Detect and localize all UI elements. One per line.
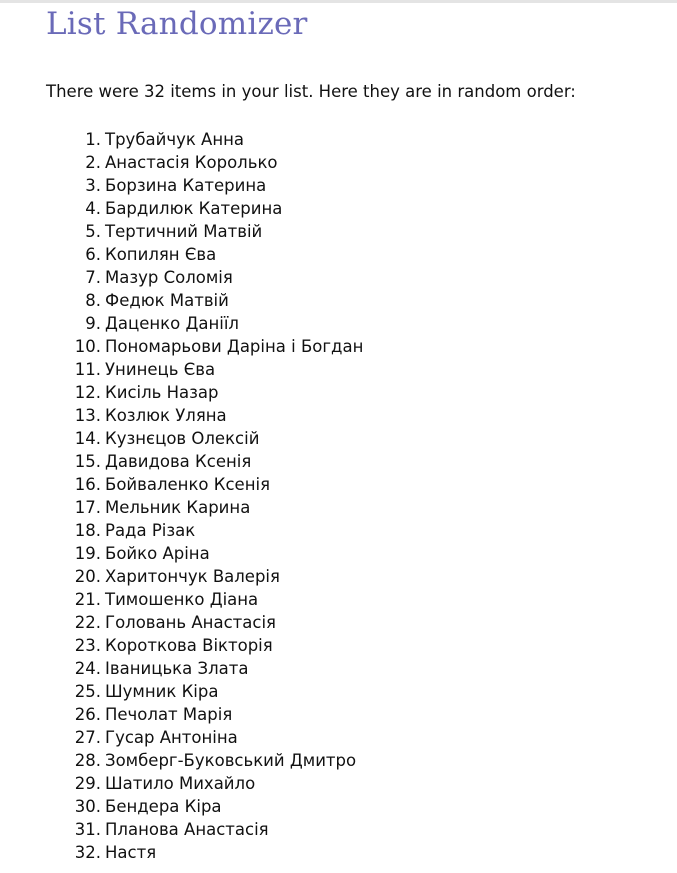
item-name: Рада Різак <box>105 521 196 540</box>
list-item <box>46 358 363 381</box>
item-number: 23. <box>74 636 101 655</box>
list-item <box>46 703 363 726</box>
item-number: 18. <box>74 521 101 540</box>
list-item <box>46 818 363 841</box>
item-name: Настя <box>105 843 157 862</box>
item-name: Мельник Карина <box>105 498 251 517</box>
item-name: Унинець Єва <box>105 360 216 379</box>
item-name: Федюк Матвій <box>105 291 229 310</box>
list-item <box>46 404 363 427</box>
item-number: 10. <box>74 337 101 356</box>
item-name: Печолат Марія <box>105 705 233 724</box>
item-number: 11. <box>74 360 101 379</box>
item-number: 9. <box>85 314 101 333</box>
item-name: Бойко Аріна <box>105 544 210 563</box>
list-item <box>46 588 363 611</box>
item-name: Планова Анастасія <box>105 820 269 839</box>
item-number: 19. <box>74 544 101 563</box>
list-item <box>46 174 363 197</box>
item-number: 31. <box>74 820 101 839</box>
list-item <box>46 151 363 174</box>
item-name: Бойваленко Ксенія <box>105 475 270 494</box>
item-name: Кисіль Назар <box>105 383 219 402</box>
item-name: Даценко Даніїл <box>105 314 239 333</box>
list-item <box>46 657 363 680</box>
item-name: Тимошенко Діана <box>105 590 259 609</box>
item-number: 17. <box>74 498 101 517</box>
item-number: 2. <box>85 153 101 172</box>
list-item <box>46 266 363 289</box>
item-number: 8. <box>85 291 101 310</box>
item-number: 14. <box>74 429 101 448</box>
item-name: Харитончук Валерія <box>105 567 280 586</box>
item-number: 25. <box>74 682 101 701</box>
list-item <box>46 772 363 795</box>
item-name: Шатило Михайло <box>105 774 256 793</box>
item-name: Кузнєцов Олексій <box>105 429 260 448</box>
list-item <box>46 496 363 519</box>
list-item <box>46 542 363 565</box>
item-number: 12. <box>74 383 101 402</box>
item-name: Зомберг-Буковський Дмитро <box>105 751 357 770</box>
list-item <box>46 680 363 703</box>
list-item <box>46 427 363 450</box>
item-name: Копилян Єва <box>105 245 217 264</box>
item-number: 15. <box>74 452 101 471</box>
item-name: Іваницька Злата <box>105 659 249 678</box>
list-item <box>46 611 363 634</box>
list-item <box>46 795 363 818</box>
item-number: 27. <box>74 728 101 747</box>
item-number: 32. <box>74 843 101 862</box>
list-item <box>46 220 363 243</box>
item-name: Гусар Антоніна <box>105 728 238 747</box>
item-number: 1. <box>85 130 101 149</box>
item-number: 3. <box>85 176 101 195</box>
item-number: 5. <box>85 222 101 241</box>
item-number: 22. <box>74 613 101 632</box>
item-number: 4. <box>85 199 101 218</box>
list-item <box>46 634 363 657</box>
item-name: Давидова Ксенія <box>105 452 252 471</box>
item-number: 20. <box>74 567 101 586</box>
item-name: Пономарьови Даріна і Богдан <box>105 337 364 356</box>
list-item <box>46 335 363 358</box>
item-number: 24. <box>74 659 101 678</box>
item-name: Тертичний Матвій <box>105 222 263 241</box>
list-item <box>46 312 363 335</box>
item-name: Мазур Соломія <box>105 268 233 287</box>
item-number: 7. <box>85 268 101 287</box>
list-item <box>46 565 363 588</box>
item-name: Трубайчук Анна <box>105 130 245 149</box>
list-item <box>46 243 363 266</box>
list-item <box>46 450 363 473</box>
item-name: Головань Анастасія <box>105 613 276 632</box>
list-item <box>46 519 363 542</box>
list-item <box>46 473 363 496</box>
item-name: Анастасія Королько <box>105 153 278 172</box>
item-number: 13. <box>74 406 101 425</box>
item-name: Бардилюк Катерина <box>105 199 283 218</box>
item-number: 21. <box>74 590 101 609</box>
list-item <box>46 726 363 749</box>
item-name: Короткова Вікторія <box>105 636 273 655</box>
page-title: List Randomizer <box>46 6 308 42</box>
list-item <box>46 381 363 404</box>
randomized-list <box>46 128 363 864</box>
intro-text: There were 32 items in your list. Here they are in random order: <box>46 82 576 101</box>
item-number: 30. <box>74 797 101 816</box>
item-name: Шумник Кіра <box>105 682 219 701</box>
list-item <box>46 749 363 772</box>
item-number: 16. <box>74 475 101 494</box>
item-number: 28. <box>74 751 101 770</box>
list-item <box>46 197 363 220</box>
item-number: 26. <box>74 705 101 724</box>
list-item <box>46 289 363 312</box>
item-name: Козлюк Уляна <box>105 406 227 425</box>
item-number: 6. <box>85 245 101 264</box>
item-name: Борзина Катерина <box>105 176 267 195</box>
item-name: Бендера Кіра <box>105 797 222 816</box>
list-item <box>46 841 363 864</box>
list-item <box>46 128 363 151</box>
item-number: 29. <box>74 774 101 793</box>
